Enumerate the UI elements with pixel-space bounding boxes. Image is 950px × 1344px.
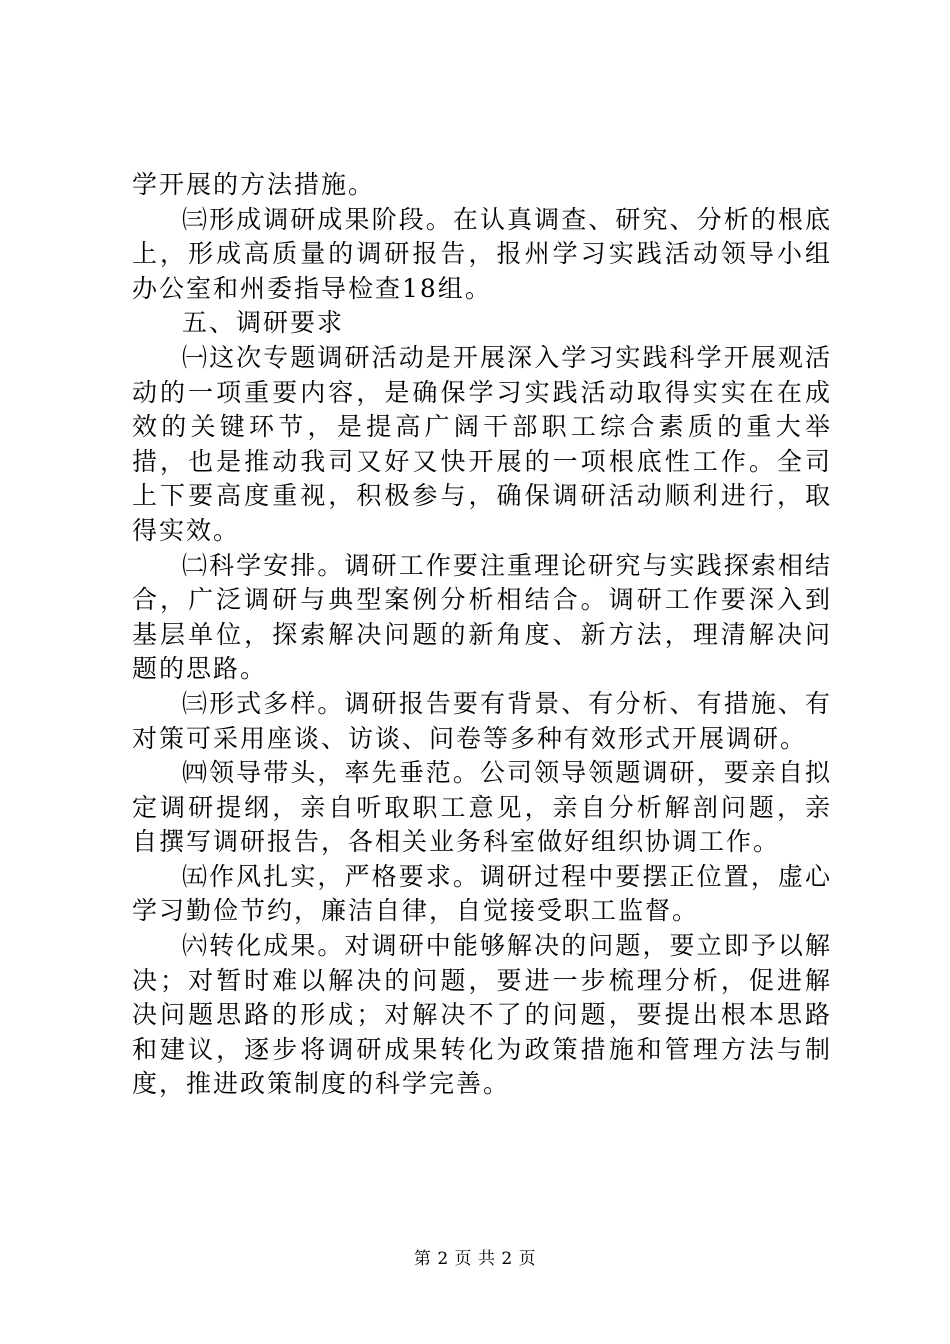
paragraph-requirement-5: ㈤作风扎实，严格要求。调研过程中要摆正位置，虚心学习勤俭节约，廉洁自律，自觉接受职工监督。 xyxy=(132,861,832,926)
page-footer xyxy=(0,1248,950,1270)
paragraph-stage-three: ㈢形成调研成果阶段。在认真调查、研究、分析的根底上，形成高质量的调研报告，报州学习实践活动领导小组办公室和州委指导检查18组。 xyxy=(132,204,832,303)
paragraph-requirement-4: ㈣领导带头，率先垂范。公司领导领题调研，要亲自拟定调研提纲，亲自听取职工意见，亲自分析解剖问题，亲自撰写调研报告，各相关业务科室做好组织协调工作。 xyxy=(132,758,832,857)
paragraph-requirement-3: ㈢形式多样。调研报告要有背景、有分析、有措施、有对策可采用座谈、访谈、问卷等多种有效形式开展调研。 xyxy=(132,688,832,753)
paragraph-continuation: 学开展的方法措施。 xyxy=(132,170,376,199)
document-body xyxy=(132,168,832,1102)
paragraph-requirement-6: ㈥转化成果。对调研中能够解决的问题，要立即予以解决；对暂时难以解决的问题，要进一步梳理分析，促进解决问题思路的形成；对解决不了的问题，要提出根本思路和建议，逐步将调研成果转化为政策措施和管理方法与制度，推进政策制度的科学完善。 xyxy=(132,931,832,1099)
paragraph-requirement-2: ㈡科学安排。调研工作要注重理论研究与实践探索相结合，广泛调研与典型案例分析相结合。调研工作要深入到基层单位，探索解决问题的新角度、新方法，理清解决问题的思路。 xyxy=(132,550,832,684)
section-heading-requirements: 五、调研要求 xyxy=(182,308,345,338)
paragraph-requirement-1: ㈠这次专题调研活动是开展深入学习实践科学开展观活动的一项重要内容，是确保学习实践活动取得实实在在成效的关键环节，是提高广阔干部职工综合素质的重大举措，也是推动我司又好又快开展的一项根底性工作。全司上下要高度重视，积极参与，确保调研活动顺利进行，取得实效。 xyxy=(132,342,832,545)
page-number-label: 第 2 页 共 2 页 xyxy=(413,1249,537,1269)
